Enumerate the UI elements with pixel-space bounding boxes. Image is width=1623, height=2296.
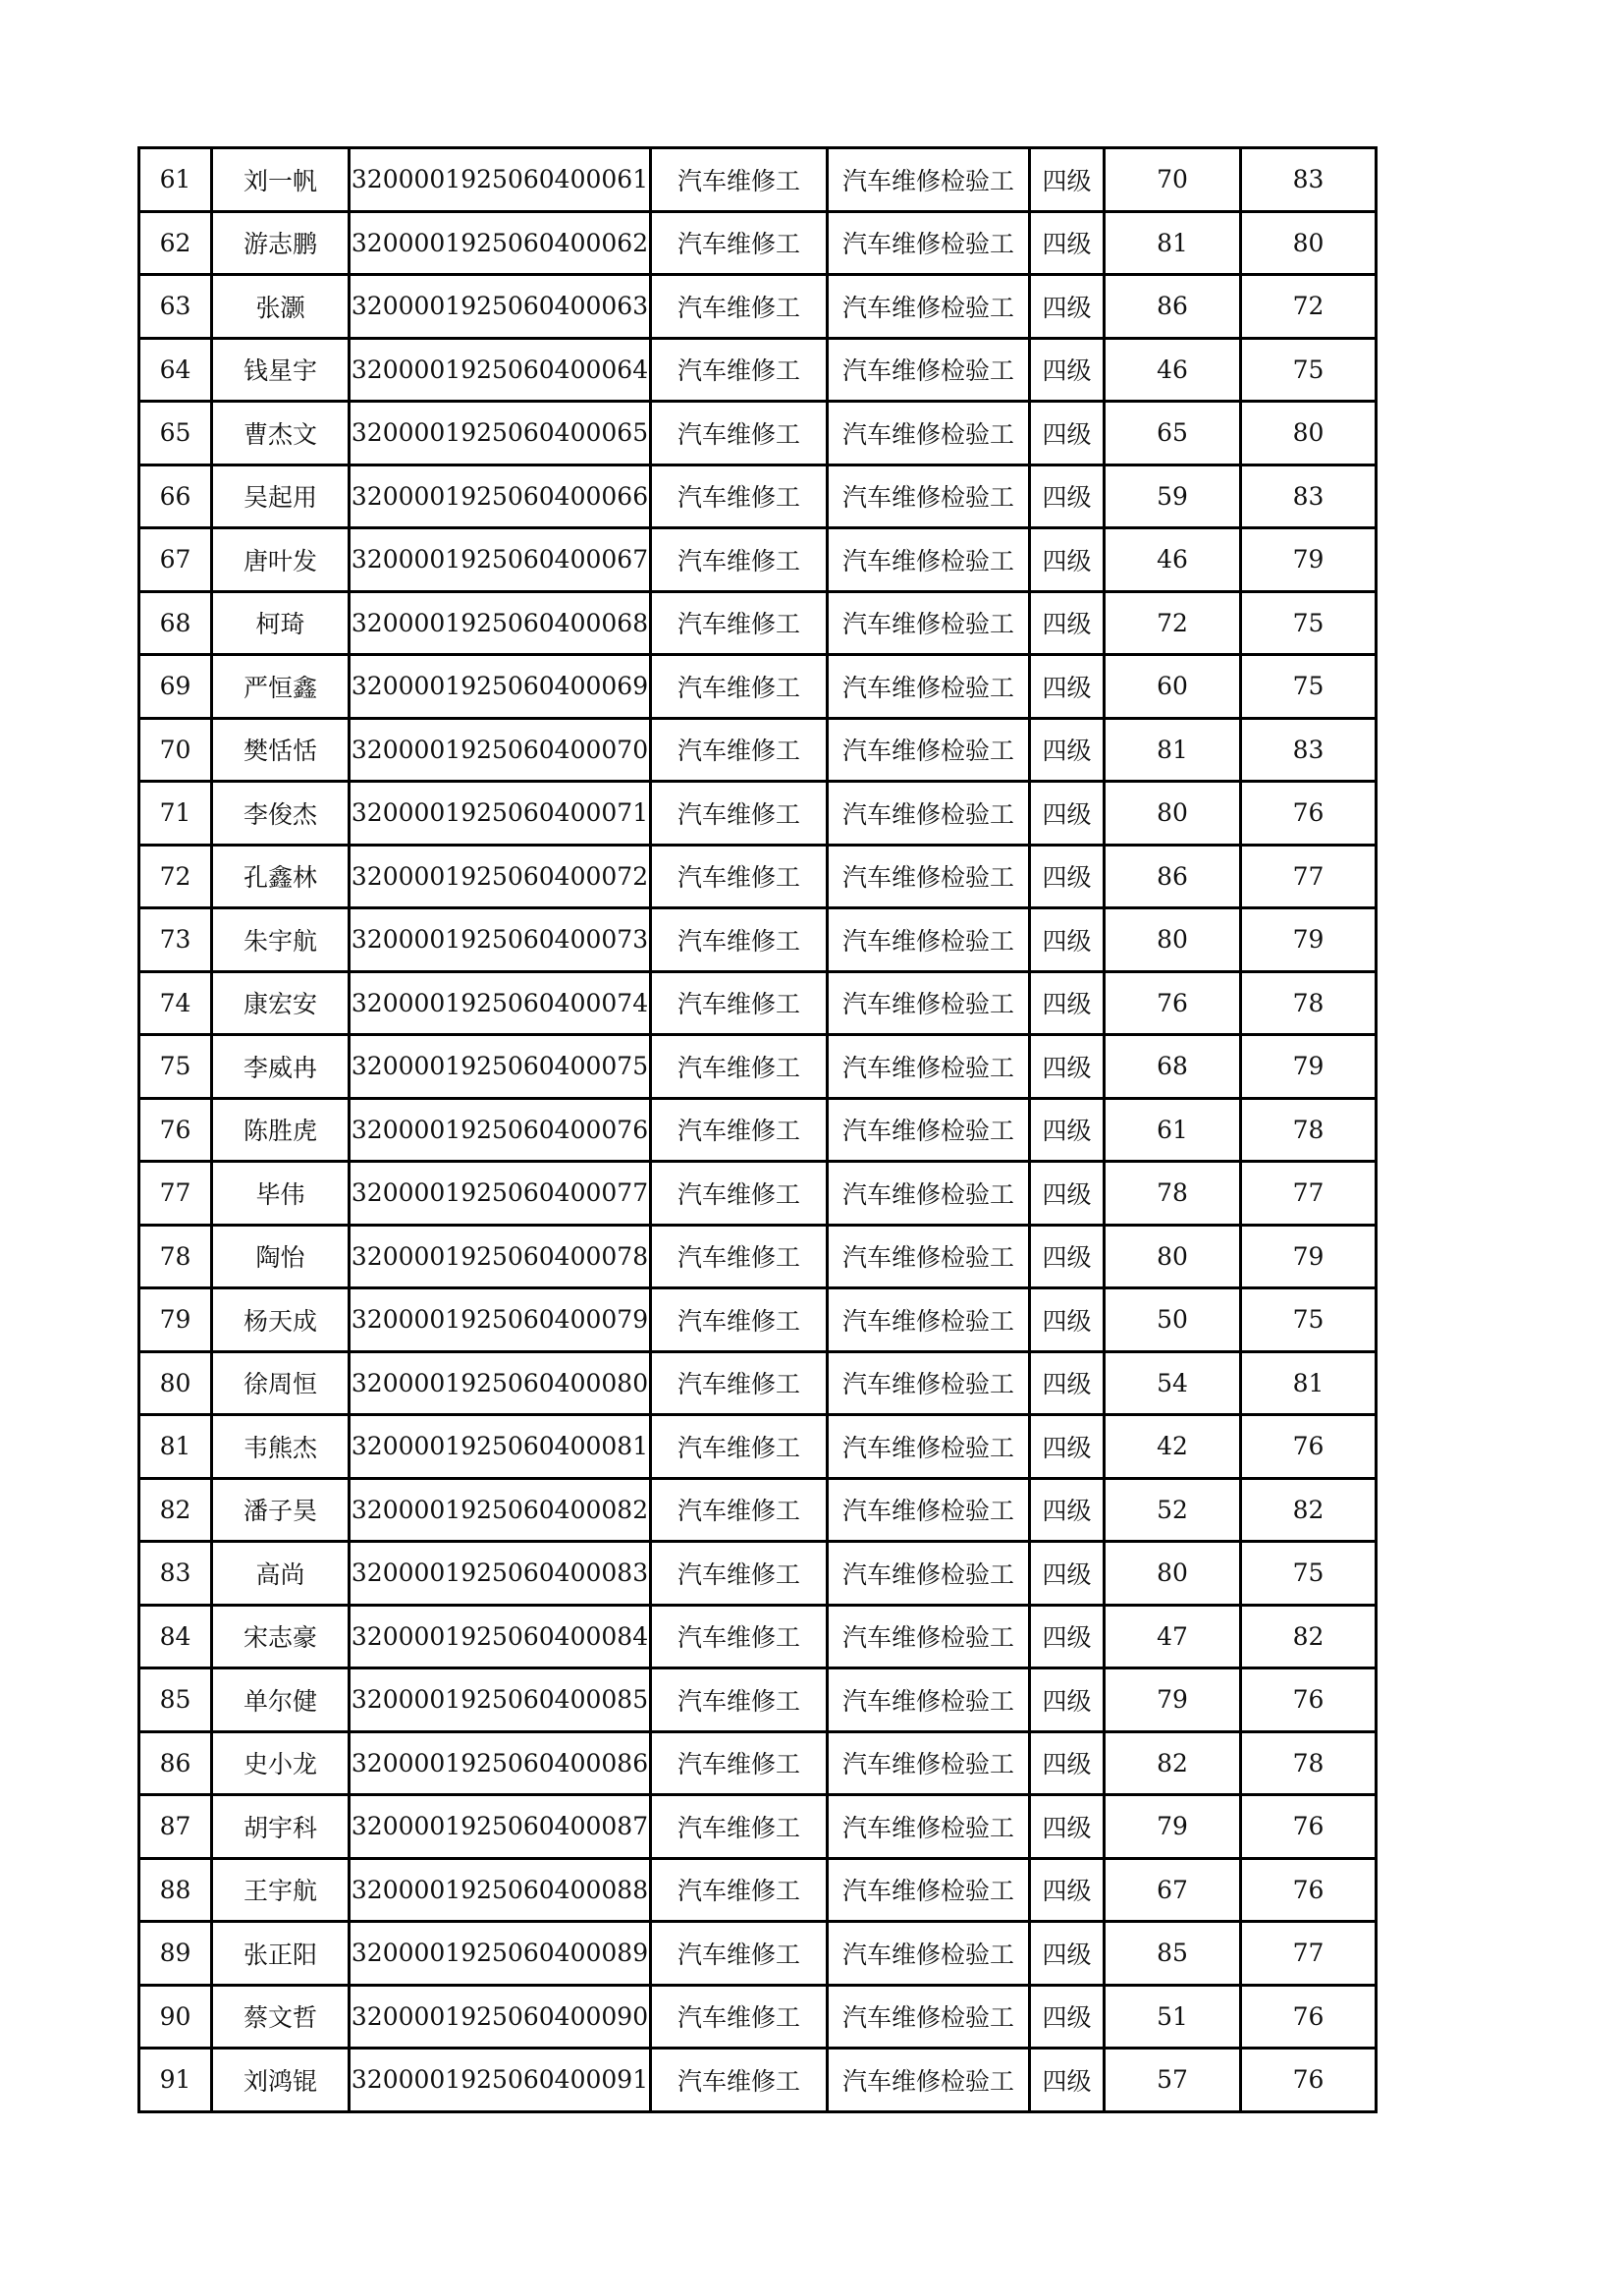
row-number-cell: 86 [139, 1731, 212, 1795]
certificate-number-cell: 3200001925060400063 [350, 275, 651, 339]
practical-score-cell: 76 [1241, 782, 1377, 846]
name-cell: 陈胜虎 [212, 1098, 350, 1162]
table-row [139, 465, 1377, 528]
level-cell: 四级 [1030, 1985, 1105, 2049]
practical-score-cell: 80 [1241, 211, 1377, 275]
row-number-cell: 72 [139, 845, 212, 908]
table-row [139, 591, 1377, 655]
table-row [139, 1478, 1377, 1542]
row-number-cell: 63 [139, 275, 212, 339]
theory-score-cell: 65 [1105, 402, 1241, 465]
name-cell: 张正阳 [212, 1922, 350, 1986]
table-row [139, 1668, 1377, 1732]
occupation-cell: 汽车维修工 [651, 275, 828, 339]
job-type-cell: 汽车维修检验工 [828, 1922, 1030, 1986]
level-cell: 四级 [1030, 1668, 1105, 1732]
level-cell: 四级 [1030, 1415, 1105, 1479]
job-type-cell: 汽车维修检验工 [828, 718, 1030, 782]
practical-score-cell: 83 [1241, 148, 1377, 212]
occupation-cell: 汽车维修工 [651, 1542, 828, 1606]
row-number-cell: 69 [139, 655, 212, 719]
level-cell: 四级 [1030, 845, 1105, 908]
theory-score-cell: 70 [1105, 148, 1241, 212]
practical-score-cell: 76 [1241, 2049, 1377, 2112]
theory-score-cell: 81 [1105, 211, 1241, 275]
theory-score-cell: 50 [1105, 1288, 1241, 1352]
row-number-cell: 82 [139, 1478, 212, 1542]
row-number-cell: 67 [139, 528, 212, 592]
level-cell: 四级 [1030, 718, 1105, 782]
table-row [139, 1162, 1377, 1226]
practical-score-cell: 82 [1241, 1605, 1377, 1668]
theory-score-cell: 68 [1105, 1035, 1241, 1099]
level-cell: 四级 [1030, 1351, 1105, 1415]
row-number-cell: 74 [139, 971, 212, 1035]
job-type-cell: 汽车维修检验工 [828, 1035, 1030, 1099]
theory-score-cell: 60 [1105, 655, 1241, 719]
table-row [139, 1858, 1377, 1922]
level-cell: 四级 [1030, 1288, 1105, 1352]
occupation-cell: 汽车维修工 [651, 1605, 828, 1668]
occupation-cell: 汽车维修工 [651, 1415, 828, 1479]
certificate-number-cell: 3200001925060400071 [350, 782, 651, 846]
job-type-cell: 汽车维修检验工 [828, 2049, 1030, 2112]
name-cell: 樊恬恬 [212, 718, 350, 782]
theory-score-cell: 46 [1105, 528, 1241, 592]
theory-score-cell: 85 [1105, 1922, 1241, 1986]
certificate-number-cell: 3200001925060400088 [350, 1858, 651, 1922]
level-cell: 四级 [1030, 338, 1105, 402]
certificate-number-cell: 3200001925060400072 [350, 845, 651, 908]
certificate-number-cell: 3200001925060400078 [350, 1225, 651, 1288]
theory-score-cell: 76 [1105, 971, 1241, 1035]
name-cell: 陶怡 [212, 1225, 350, 1288]
name-cell: 刘鸿锟 [212, 2049, 350, 2112]
practical-score-cell: 76 [1241, 1668, 1377, 1732]
row-number-cell: 65 [139, 402, 212, 465]
theory-score-cell: 46 [1105, 338, 1241, 402]
level-cell: 四级 [1030, 1225, 1105, 1288]
name-cell: 高尚 [212, 1542, 350, 1606]
name-cell: 曹杰文 [212, 402, 350, 465]
table-row [139, 908, 1377, 972]
row-number-cell: 85 [139, 1668, 212, 1732]
occupation-cell: 汽车维修工 [651, 402, 828, 465]
theory-score-cell: 80 [1105, 1542, 1241, 1606]
theory-score-cell: 54 [1105, 1351, 1241, 1415]
occupation-cell: 汽车维修工 [651, 908, 828, 972]
job-type-cell: 汽车维修检验工 [828, 1162, 1030, 1226]
certificate-number-cell: 3200001925060400061 [350, 148, 651, 212]
job-type-cell: 汽车维修检验工 [828, 528, 1030, 592]
practical-score-cell: 72 [1241, 275, 1377, 339]
table-row [139, 655, 1377, 719]
level-cell: 四级 [1030, 908, 1105, 972]
name-cell: 康宏安 [212, 971, 350, 1035]
occupation-cell: 汽车维修工 [651, 1922, 828, 1986]
row-number-cell: 77 [139, 1162, 212, 1226]
certificate-number-cell: 3200001925060400091 [350, 2049, 651, 2112]
job-type-cell: 汽车维修检验工 [828, 908, 1030, 972]
level-cell: 四级 [1030, 1478, 1105, 1542]
name-cell: 孔鑫林 [212, 845, 350, 908]
row-number-cell: 80 [139, 1351, 212, 1415]
practical-score-cell: 79 [1241, 1035, 1377, 1099]
row-number-cell: 64 [139, 338, 212, 402]
level-cell: 四级 [1030, 1035, 1105, 1099]
job-type-cell: 汽车维修检验工 [828, 782, 1030, 846]
job-type-cell: 汽车维修检验工 [828, 1225, 1030, 1288]
name-cell: 唐叶发 [212, 528, 350, 592]
practical-score-cell: 75 [1241, 655, 1377, 719]
theory-score-cell: 59 [1105, 465, 1241, 528]
table-row [139, 718, 1377, 782]
row-number-cell: 89 [139, 1922, 212, 1986]
job-type-cell: 汽车维修检验工 [828, 1288, 1030, 1352]
name-cell: 杨天成 [212, 1288, 350, 1352]
name-cell: 朱宇航 [212, 908, 350, 972]
occupation-cell: 汽车维修工 [651, 465, 828, 528]
certificate-number-cell: 3200001925060400067 [350, 528, 651, 592]
name-cell: 柯琦 [212, 591, 350, 655]
occupation-cell: 汽车维修工 [651, 338, 828, 402]
job-type-cell: 汽车维修检验工 [828, 591, 1030, 655]
table-row [139, 1415, 1377, 1479]
certificate-number-cell: 3200001925060400066 [350, 465, 651, 528]
certificate-number-cell: 3200001925060400089 [350, 1922, 651, 1986]
level-cell: 四级 [1030, 211, 1105, 275]
table-row [139, 148, 1377, 212]
level-cell: 四级 [1030, 1605, 1105, 1668]
row-number-cell: 90 [139, 1985, 212, 2049]
name-cell: 宋志豪 [212, 1605, 350, 1668]
job-type-cell: 汽车维修检验工 [828, 1605, 1030, 1668]
job-type-cell: 汽车维修检验工 [828, 1542, 1030, 1606]
table-row [139, 2049, 1377, 2112]
row-number-cell: 68 [139, 591, 212, 655]
theory-score-cell: 52 [1105, 1478, 1241, 1542]
certificate-number-cell: 3200001925060400065 [350, 402, 651, 465]
occupation-cell: 汽车维修工 [651, 1098, 828, 1162]
theory-score-cell: 80 [1105, 908, 1241, 972]
job-type-cell: 汽车维修检验工 [828, 148, 1030, 212]
level-cell: 四级 [1030, 402, 1105, 465]
row-number-cell: 70 [139, 718, 212, 782]
practical-score-cell: 82 [1241, 1478, 1377, 1542]
table-row [139, 1225, 1377, 1288]
certificate-number-cell: 3200001925060400084 [350, 1605, 651, 1668]
theory-score-cell: 79 [1105, 1668, 1241, 1732]
certificate-number-cell: 3200001925060400075 [350, 1035, 651, 1099]
table-row [139, 1288, 1377, 1352]
practical-score-cell: 75 [1241, 1542, 1377, 1606]
row-number-cell: 76 [139, 1098, 212, 1162]
name-cell: 李俊杰 [212, 782, 350, 846]
level-cell: 四级 [1030, 971, 1105, 1035]
level-cell: 四级 [1030, 782, 1105, 846]
name-cell: 钱星宇 [212, 338, 350, 402]
table-row [139, 1985, 1377, 2049]
practical-score-cell: 83 [1241, 465, 1377, 528]
theory-score-cell: 67 [1105, 1858, 1241, 1922]
occupation-cell: 汽车维修工 [651, 1225, 828, 1288]
job-type-cell: 汽车维修检验工 [828, 1478, 1030, 1542]
table-row [139, 338, 1377, 402]
level-cell: 四级 [1030, 591, 1105, 655]
table-row [139, 1542, 1377, 1606]
occupation-cell: 汽车维修工 [651, 971, 828, 1035]
occupation-cell: 汽车维修工 [651, 1668, 828, 1732]
practical-score-cell: 75 [1241, 338, 1377, 402]
table-row [139, 275, 1377, 339]
job-type-cell: 汽车维修检验工 [828, 1985, 1030, 2049]
table-row [139, 782, 1377, 846]
occupation-cell: 汽车维修工 [651, 1288, 828, 1352]
occupation-cell: 汽车维修工 [651, 1035, 828, 1099]
certificate-number-cell: 3200001925060400062 [350, 211, 651, 275]
certificate-number-cell: 3200001925060400069 [350, 655, 651, 719]
job-type-cell: 汽车维修检验工 [828, 845, 1030, 908]
table-body [139, 148, 1377, 2112]
name-cell: 胡宇科 [212, 1795, 350, 1859]
row-number-cell: 71 [139, 782, 212, 846]
certificate-number-cell: 3200001925060400074 [350, 971, 651, 1035]
level-cell: 四级 [1030, 1922, 1105, 1986]
certificate-number-cell: 3200001925060400077 [350, 1162, 651, 1226]
occupation-cell: 汽车维修工 [651, 1795, 828, 1859]
occupation-cell: 汽车维修工 [651, 655, 828, 719]
theory-score-cell: 57 [1105, 2049, 1241, 2112]
certificate-number-cell: 3200001925060400064 [350, 338, 651, 402]
table-row [139, 1795, 1377, 1859]
name-cell: 李威冉 [212, 1035, 350, 1099]
theory-score-cell: 61 [1105, 1098, 1241, 1162]
practical-score-cell: 80 [1241, 402, 1377, 465]
practical-score-cell: 76 [1241, 1858, 1377, 1922]
table-row [139, 1731, 1377, 1795]
certificate-number-cell: 3200001925060400079 [350, 1288, 651, 1352]
certificate-number-cell: 3200001925060400083 [350, 1542, 651, 1606]
practical-score-cell: 83 [1241, 718, 1377, 782]
level-cell: 四级 [1030, 528, 1105, 592]
job-type-cell: 汽车维修检验工 [828, 971, 1030, 1035]
theory-score-cell: 79 [1105, 1795, 1241, 1859]
certificate-number-cell: 3200001925060400070 [350, 718, 651, 782]
certificate-number-cell: 3200001925060400086 [350, 1731, 651, 1795]
certificate-number-cell: 3200001925060400076 [350, 1098, 651, 1162]
practical-score-cell: 78 [1241, 971, 1377, 1035]
certificate-number-cell: 3200001925060400068 [350, 591, 651, 655]
theory-score-cell: 78 [1105, 1162, 1241, 1226]
occupation-cell: 汽车维修工 [651, 211, 828, 275]
name-cell: 吴起用 [212, 465, 350, 528]
name-cell: 刘一帆 [212, 148, 350, 212]
level-cell: 四级 [1030, 1162, 1105, 1226]
theory-score-cell: 86 [1105, 275, 1241, 339]
occupation-cell: 汽车维修工 [651, 1731, 828, 1795]
practical-score-cell: 76 [1241, 1795, 1377, 1859]
theory-score-cell: 42 [1105, 1415, 1241, 1479]
practical-score-cell: 78 [1241, 1731, 1377, 1795]
job-type-cell: 汽车维修检验工 [828, 1098, 1030, 1162]
job-type-cell: 汽车维修检验工 [828, 1415, 1030, 1479]
practical-score-cell: 76 [1241, 1985, 1377, 2049]
level-cell: 四级 [1030, 275, 1105, 339]
certificate-number-cell: 3200001925060400080 [350, 1351, 651, 1415]
occupation-cell: 汽车维修工 [651, 2049, 828, 2112]
table-row [139, 211, 1377, 275]
row-number-cell: 84 [139, 1605, 212, 1668]
job-type-cell: 汽车维修检验工 [828, 402, 1030, 465]
theory-score-cell: 47 [1105, 1605, 1241, 1668]
occupation-cell: 汽车维修工 [651, 1985, 828, 2049]
name-cell: 韦熊杰 [212, 1415, 350, 1479]
name-cell: 潘子昊 [212, 1478, 350, 1542]
job-type-cell: 汽车维修检验工 [828, 211, 1030, 275]
level-cell: 四级 [1030, 2049, 1105, 2112]
level-cell: 四级 [1030, 1542, 1105, 1606]
job-type-cell: 汽车维修检验工 [828, 1858, 1030, 1922]
name-cell: 严恒鑫 [212, 655, 350, 719]
occupation-cell: 汽车维修工 [651, 1478, 828, 1542]
level-cell: 四级 [1030, 1098, 1105, 1162]
certificate-number-cell: 3200001925060400073 [350, 908, 651, 972]
table-row [139, 845, 1377, 908]
level-cell: 四级 [1030, 465, 1105, 528]
table-row [139, 971, 1377, 1035]
theory-score-cell: 86 [1105, 845, 1241, 908]
row-number-cell: 75 [139, 1035, 212, 1099]
practical-score-cell: 79 [1241, 1225, 1377, 1288]
level-cell: 四级 [1030, 1731, 1105, 1795]
practical-score-cell: 77 [1241, 845, 1377, 908]
job-type-cell: 汽车维修检验工 [828, 338, 1030, 402]
certificate-number-cell: 3200001925060400082 [350, 1478, 651, 1542]
table-row [139, 1351, 1377, 1415]
row-number-cell: 61 [139, 148, 212, 212]
theory-score-cell: 80 [1105, 1225, 1241, 1288]
level-cell: 四级 [1030, 148, 1105, 212]
row-number-cell: 73 [139, 908, 212, 972]
occupation-cell: 汽车维修工 [651, 845, 828, 908]
theory-score-cell: 72 [1105, 591, 1241, 655]
row-number-cell: 83 [139, 1542, 212, 1606]
row-number-cell: 87 [139, 1795, 212, 1859]
name-cell: 毕伟 [212, 1162, 350, 1226]
practical-score-cell: 79 [1241, 528, 1377, 592]
job-type-cell: 汽车维修检验工 [828, 465, 1030, 528]
name-cell: 游志鹏 [212, 211, 350, 275]
theory-score-cell: 82 [1105, 1731, 1241, 1795]
job-type-cell: 汽车维修检验工 [828, 1795, 1030, 1859]
exam-results-table [137, 146, 1378, 2113]
name-cell: 蔡文哲 [212, 1985, 350, 2049]
table-row [139, 528, 1377, 592]
job-type-cell: 汽车维修检验工 [828, 275, 1030, 339]
name-cell: 史小龙 [212, 1731, 350, 1795]
occupation-cell: 汽车维修工 [651, 1351, 828, 1415]
practical-score-cell: 76 [1241, 1415, 1377, 1479]
job-type-cell: 汽车维修检验工 [828, 655, 1030, 719]
theory-score-cell: 81 [1105, 718, 1241, 782]
theory-score-cell: 80 [1105, 782, 1241, 846]
practical-score-cell: 79 [1241, 908, 1377, 972]
table-row [139, 402, 1377, 465]
row-number-cell: 79 [139, 1288, 212, 1352]
certificate-number-cell: 3200001925060400087 [350, 1795, 651, 1859]
occupation-cell: 汽车维修工 [651, 591, 828, 655]
practical-score-cell: 77 [1241, 1162, 1377, 1226]
certificate-number-cell: 3200001925060400081 [350, 1415, 651, 1479]
row-number-cell: 66 [139, 465, 212, 528]
level-cell: 四级 [1030, 655, 1105, 719]
row-number-cell: 88 [139, 1858, 212, 1922]
table-row [139, 1605, 1377, 1668]
occupation-cell: 汽车维修工 [651, 718, 828, 782]
level-cell: 四级 [1030, 1858, 1105, 1922]
level-cell: 四级 [1030, 1795, 1105, 1859]
name-cell: 王宇航 [212, 1858, 350, 1922]
name-cell: 张灏 [212, 275, 350, 339]
table-row [139, 1922, 1377, 1986]
practical-score-cell: 77 [1241, 1922, 1377, 1986]
job-type-cell: 汽车维修检验工 [828, 1668, 1030, 1732]
row-number-cell: 78 [139, 1225, 212, 1288]
practical-score-cell: 75 [1241, 1288, 1377, 1352]
table-row [139, 1098, 1377, 1162]
job-type-cell: 汽车维修检验工 [828, 1351, 1030, 1415]
occupation-cell: 汽车维修工 [651, 1162, 828, 1226]
practical-score-cell: 81 [1241, 1351, 1377, 1415]
certificate-number-cell: 3200001925060400085 [350, 1668, 651, 1732]
occupation-cell: 汽车维修工 [651, 148, 828, 212]
name-cell: 单尔健 [212, 1668, 350, 1732]
occupation-cell: 汽车维修工 [651, 528, 828, 592]
theory-score-cell: 51 [1105, 1985, 1241, 2049]
row-number-cell: 81 [139, 1415, 212, 1479]
practical-score-cell: 75 [1241, 591, 1377, 655]
occupation-cell: 汽车维修工 [651, 1858, 828, 1922]
row-number-cell: 91 [139, 2049, 212, 2112]
name-cell: 徐周恒 [212, 1351, 350, 1415]
certificate-number-cell: 3200001925060400090 [350, 1985, 651, 2049]
row-number-cell: 62 [139, 211, 212, 275]
table-row [139, 1035, 1377, 1099]
job-type-cell: 汽车维修检验工 [828, 1731, 1030, 1795]
practical-score-cell: 78 [1241, 1098, 1377, 1162]
occupation-cell: 汽车维修工 [651, 782, 828, 846]
